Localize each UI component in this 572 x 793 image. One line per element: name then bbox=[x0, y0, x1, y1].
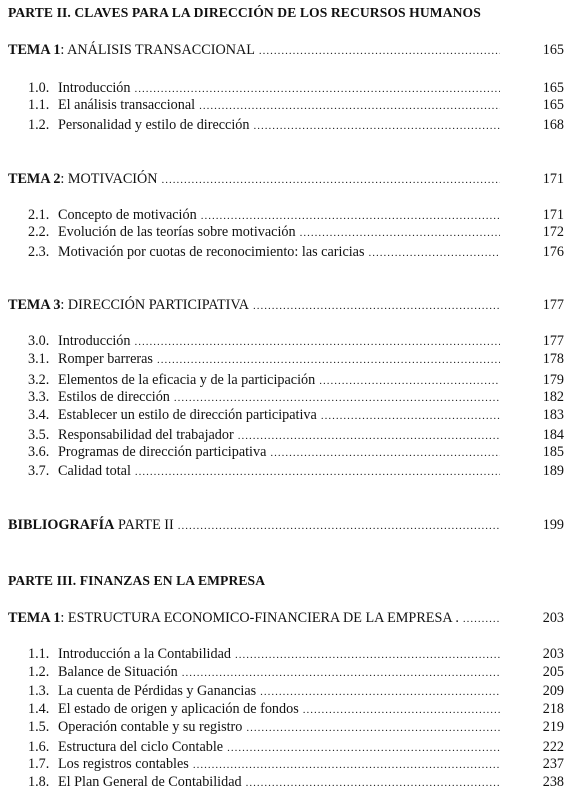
dot-leader bbox=[162, 171, 500, 189]
toc-entry-row[interactable] bbox=[0, 206, 572, 224]
toc-tema-row[interactable] bbox=[0, 170, 572, 188]
page-number: 185 bbox=[542, 444, 564, 460]
page-number: 177 bbox=[542, 297, 564, 313]
bibliography-label: BIBLIOGRAFÍA bbox=[8, 517, 115, 533]
toc-entry-row[interactable] bbox=[0, 645, 572, 663]
tema-title: : ANÁLISIS TRANSACCIONAL bbox=[60, 42, 255, 58]
entry-title: La cuenta de Pérdidas y Ganancias bbox=[58, 683, 257, 699]
toc-entry-row[interactable] bbox=[0, 116, 572, 134]
entry-title: Introducción bbox=[58, 333, 131, 349]
entry-number: 2.1. bbox=[28, 207, 50, 223]
page-number: 183 bbox=[542, 407, 564, 423]
page-number: 205 bbox=[542, 664, 564, 680]
page-number: 209 bbox=[542, 683, 564, 699]
entry-title: Calidad total bbox=[58, 463, 131, 479]
entry-text bbox=[28, 243, 365, 261]
toc-tema-row[interactable] bbox=[0, 41, 572, 59]
entry-title: Establecer un estilo de dirección participativa bbox=[58, 407, 317, 423]
toc-entry-leader bbox=[28, 700, 500, 719]
toc-entry-row[interactable] bbox=[0, 682, 572, 700]
page-number: 165 bbox=[542, 80, 564, 96]
dot-leader bbox=[246, 774, 500, 792]
toc-entry-row[interactable] bbox=[0, 462, 572, 480]
part-heading: PARTE III. FINANZAS EN LA EMPRESA bbox=[8, 573, 266, 588]
page-number: 171 bbox=[542, 171, 564, 187]
entry-title: Motivación por cuotas de reconocimiento: las caricias bbox=[58, 244, 365, 260]
dot-leader bbox=[463, 610, 500, 628]
toc-entry-row[interactable] bbox=[0, 388, 572, 406]
tema-text bbox=[8, 296, 249, 314]
dot-leader bbox=[369, 244, 501, 262]
tema-label: TEMA 3 bbox=[8, 297, 61, 313]
page-number: 177 bbox=[542, 333, 564, 349]
entry-number: 3.6. bbox=[28, 444, 50, 460]
entry-number: 3.1. bbox=[28, 351, 50, 367]
entry-text bbox=[28, 738, 223, 756]
entry-title: Concepto de motivación bbox=[58, 207, 197, 223]
entry-title: Los registros contables bbox=[58, 756, 189, 772]
page-number: 182 bbox=[542, 389, 564, 405]
entry-text bbox=[28, 682, 256, 700]
toc-entry-row[interactable] bbox=[0, 700, 572, 718]
entry-text bbox=[28, 223, 296, 241]
toc-entry-row[interactable] bbox=[0, 406, 572, 424]
toc-entry-leader bbox=[28, 406, 500, 425]
entry-text bbox=[28, 406, 317, 424]
page-number: 189 bbox=[542, 463, 564, 479]
page-number: 165 bbox=[542, 42, 564, 58]
entry-title: Personalidad y estilo de dirección bbox=[58, 117, 250, 133]
entry-number: 3.3. bbox=[28, 389, 50, 405]
entry-number: 1.1. bbox=[28, 646, 50, 662]
toc-entry-leader bbox=[28, 773, 500, 792]
tema-text bbox=[8, 41, 255, 59]
entry-text bbox=[28, 755, 189, 773]
page-number: 171 bbox=[542, 207, 564, 223]
entry-text bbox=[28, 663, 178, 681]
toc-tema-row[interactable] bbox=[0, 609, 572, 627]
dot-leader bbox=[300, 224, 500, 242]
toc-entry-row[interactable] bbox=[0, 773, 572, 791]
entry-title: El estado de origen y aplicación de fondos bbox=[58, 701, 299, 717]
entry-text bbox=[28, 700, 299, 718]
tema-label: TEMA 1 bbox=[8, 610, 61, 626]
tema-text bbox=[8, 170, 158, 188]
entry-text bbox=[28, 206, 197, 224]
toc-entry-row[interactable] bbox=[0, 663, 572, 681]
entry-text bbox=[28, 443, 266, 461]
entry-title: Estilos de dirección bbox=[58, 389, 170, 405]
tema-label: TEMA 1 bbox=[8, 42, 61, 58]
toc-entry-row[interactable] bbox=[0, 350, 572, 368]
dot-leader bbox=[270, 444, 500, 462]
toc-tema-leader bbox=[8, 41, 500, 60]
entry-text bbox=[28, 96, 195, 114]
toc-entry-leader bbox=[28, 243, 500, 262]
page-number: 176 bbox=[542, 244, 564, 260]
entry-title: Introducción bbox=[58, 80, 131, 96]
entry-title: El análisis transaccional bbox=[58, 97, 196, 113]
tema-title: : MOTIVACIÓN bbox=[60, 171, 158, 187]
toc-entry-row[interactable] bbox=[0, 332, 572, 350]
dot-leader bbox=[135, 463, 500, 481]
dot-leader bbox=[235, 646, 500, 664]
toc-entry-leader bbox=[28, 388, 500, 407]
entry-text bbox=[28, 773, 242, 791]
toc-tema-leader bbox=[8, 609, 500, 628]
toc-entry-row[interactable] bbox=[0, 223, 572, 241]
toc-entry-row[interactable] bbox=[0, 738, 572, 756]
dot-leader bbox=[135, 333, 501, 351]
entry-title: Estructura del ciclo Contable bbox=[58, 739, 224, 755]
dot-leader bbox=[174, 389, 500, 407]
toc-entry-leader bbox=[28, 443, 500, 462]
toc-entry-leader bbox=[28, 755, 500, 774]
toc-entry-leader bbox=[28, 718, 500, 737]
toc-entry-leader bbox=[28, 350, 500, 369]
entry-number: 2.3. bbox=[28, 244, 50, 260]
tema-label: TEMA 2 bbox=[8, 171, 61, 187]
entry-title: Programas de dirección participativa bbox=[58, 444, 267, 460]
entry-text bbox=[28, 350, 153, 368]
toc-entry-row[interactable] bbox=[0, 96, 572, 114]
toc-entry-leader bbox=[28, 645, 500, 664]
toc-entry-leader bbox=[28, 96, 500, 115]
toc-entry-row[interactable] bbox=[0, 371, 572, 389]
toc-entry-row[interactable] bbox=[0, 243, 572, 261]
entry-text bbox=[28, 462, 131, 480]
entry-title: Introducción a la Contabilidad bbox=[58, 646, 231, 662]
toc-tema-leader bbox=[8, 296, 500, 315]
entry-text bbox=[28, 371, 315, 389]
entry-text bbox=[28, 116, 249, 134]
entry-title: Operación contable y su registro bbox=[58, 719, 243, 735]
entry-number: 1.6. bbox=[28, 739, 50, 755]
dot-leader bbox=[321, 407, 500, 425]
entry-text bbox=[28, 332, 131, 350]
entry-title: Romper barreras bbox=[58, 351, 153, 367]
page-number: 238 bbox=[542, 774, 564, 790]
entry-text bbox=[28, 645, 231, 663]
entry-number: 1.2. bbox=[28, 117, 50, 133]
dot-leader bbox=[259, 42, 500, 60]
toc-bibliography-leader bbox=[8, 516, 500, 535]
dot-leader bbox=[260, 683, 500, 701]
toc-entry-row[interactable] bbox=[0, 79, 572, 97]
toc-entry-leader bbox=[28, 116, 500, 135]
entry-number: 3.7. bbox=[28, 463, 50, 479]
page-number: 199 bbox=[542, 517, 564, 533]
page-number: 219 bbox=[542, 719, 564, 735]
entry-number: 1.2. bbox=[28, 664, 50, 680]
dot-leader bbox=[253, 297, 500, 315]
dot-leader bbox=[193, 756, 500, 774]
entry-text bbox=[28, 718, 242, 736]
toc-entry-leader bbox=[28, 332, 500, 351]
entry-number: 3.5. bbox=[28, 427, 50, 443]
entry-number: 3.2. bbox=[28, 372, 50, 388]
entry-title: El Plan General de Contabilidad bbox=[58, 774, 242, 790]
entry-number: 1.1. bbox=[28, 97, 50, 113]
entry-text bbox=[28, 79, 131, 97]
bibliography-text bbox=[8, 516, 174, 534]
entry-number: 1.5. bbox=[28, 719, 50, 735]
toc-entry-leader bbox=[28, 682, 500, 701]
page-number: 178 bbox=[542, 351, 564, 367]
dot-leader bbox=[253, 117, 500, 135]
toc-tema-row[interactable] bbox=[0, 296, 572, 314]
toc-entry-row[interactable] bbox=[0, 755, 572, 773]
entry-number: 1.7. bbox=[28, 756, 50, 772]
page-number: 165 bbox=[542, 97, 564, 113]
page-number: 237 bbox=[542, 756, 564, 772]
toc-entry-row[interactable] bbox=[0, 443, 572, 461]
entry-title: Evolución de las teorías sobre motivación bbox=[58, 224, 296, 240]
bibliography-title: PARTE II bbox=[114, 517, 174, 533]
page-number: 222 bbox=[542, 739, 564, 755]
toc-entry-leader bbox=[28, 663, 500, 682]
entry-text bbox=[28, 426, 234, 444]
entry-title: Responsabilidad del trabajador bbox=[58, 427, 234, 443]
entry-number: 3.4. bbox=[28, 407, 50, 423]
page-number: 179 bbox=[542, 372, 564, 388]
toc-tema-leader bbox=[8, 170, 500, 189]
page-number: 203 bbox=[542, 646, 564, 662]
part-heading: PARTE II. CLAVES PARA LA DIRECCIÓN DE LOS RECURSOS HUMANOS bbox=[8, 5, 481, 20]
entry-title: Elementos de la eficacia y de la participación bbox=[58, 372, 316, 388]
dot-leader bbox=[157, 351, 500, 369]
tema-text bbox=[8, 609, 459, 627]
dot-leader bbox=[303, 701, 500, 719]
page-number: 168 bbox=[542, 117, 564, 133]
entry-number: 1.0. bbox=[28, 80, 50, 96]
tema-title: : DIRECCIÓN PARTICIPATIVA bbox=[60, 297, 250, 313]
toc-entry-leader bbox=[28, 462, 500, 481]
page-number: 172 bbox=[542, 224, 564, 240]
toc-entry-row[interactable] bbox=[0, 426, 572, 444]
entry-number: 1.4. bbox=[28, 701, 50, 717]
page-number: 218 bbox=[542, 701, 564, 717]
toc-bibliography-row[interactable] bbox=[0, 516, 572, 534]
entry-number: 1.8. bbox=[28, 774, 50, 790]
entry-title: Balance de Situación bbox=[58, 664, 178, 680]
entry-number: 2.2. bbox=[28, 224, 50, 240]
entry-number: 3.0. bbox=[28, 333, 50, 349]
dot-leader bbox=[182, 664, 500, 682]
tema-title: : ESTRUCTURA ECONOMICO-FINANCIERA DE LA EMPRESA . bbox=[60, 610, 459, 626]
dot-leader bbox=[246, 719, 500, 737]
page-number: 203 bbox=[542, 610, 564, 626]
toc-entry-leader bbox=[28, 223, 500, 242]
toc-entry-row[interactable] bbox=[0, 718, 572, 736]
dot-leader bbox=[199, 97, 500, 115]
dot-leader bbox=[178, 517, 500, 535]
page-number: 184 bbox=[542, 427, 564, 443]
entry-number: 1.3. bbox=[28, 683, 50, 699]
entry-text bbox=[28, 388, 170, 406]
